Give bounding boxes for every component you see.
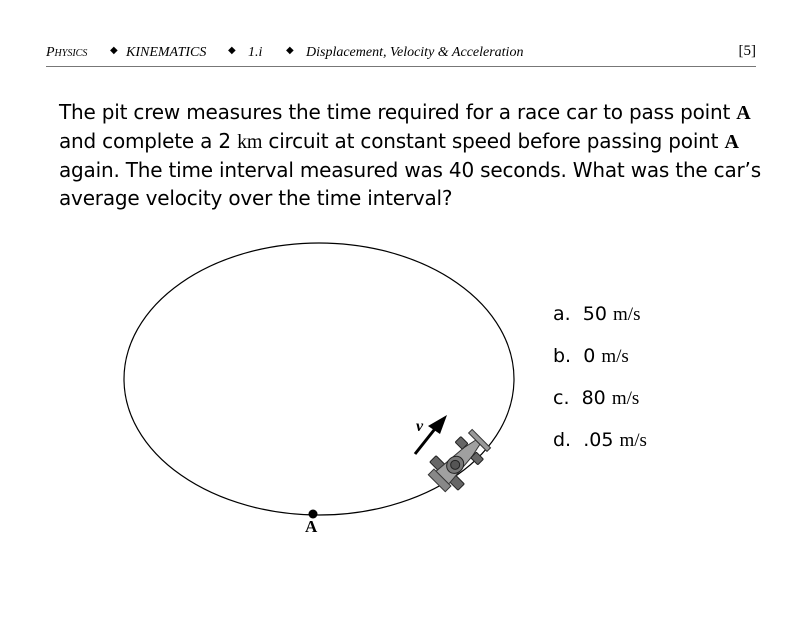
choice-unit: m/s (611, 388, 640, 409)
question-text-segment: and complete a 2 (59, 129, 238, 153)
point-name: A (736, 102, 751, 124)
choice-letter: a. (553, 303, 571, 325)
breadcrumb-topic: Displacement, Velocity & Acceleration (306, 45, 524, 60)
choice-value: .05 (583, 429, 614, 451)
diamond-separator-icon: ◆ (286, 45, 294, 56)
breadcrumb-section: 1.i (248, 45, 263, 60)
question-text-segment: The pit crew measures the time required for a race car to pass point (59, 100, 737, 124)
choice-unit: m/s (613, 304, 641, 325)
point-name: A (724, 131, 739, 153)
page-number: [5] (738, 43, 756, 59)
choice-a[interactable] (553, 299, 647, 341)
diamond-separator-icon: ◆ (110, 45, 118, 56)
choice-b[interactable] (553, 341, 647, 383)
velocity-label: v (416, 418, 424, 435)
race-car-icon (423, 425, 496, 498)
choice-d[interactable] (553, 425, 647, 467)
distance-unit: km (237, 131, 263, 153)
choice-value: 0 (583, 345, 596, 367)
point-a-label: A (305, 517, 318, 536)
diamond-separator-icon: ◆ (228, 45, 236, 56)
choice-c[interactable] (553, 383, 647, 425)
question-line-3: again. The time interval measured was 40 seconds. What was the car’s (59, 158, 761, 182)
breadcrumb-chapter: KINEMATICS (126, 45, 207, 60)
choice-unit: m/s (619, 430, 647, 451)
choice-value: 80 (581, 387, 606, 409)
choice-letter: b. (553, 345, 572, 367)
question-line-4: average velocity over the time interval? (59, 186, 453, 210)
choice-unit: m/s (601, 346, 629, 367)
question-text-segment: circuit at constant speed before passing point (262, 129, 725, 153)
answer-choices (553, 299, 647, 467)
choice-value: 50 (582, 303, 607, 325)
subject-label: Physics (46, 45, 88, 60)
choice-letter: c. (553, 387, 570, 409)
choice-letter: d. (553, 429, 572, 451)
